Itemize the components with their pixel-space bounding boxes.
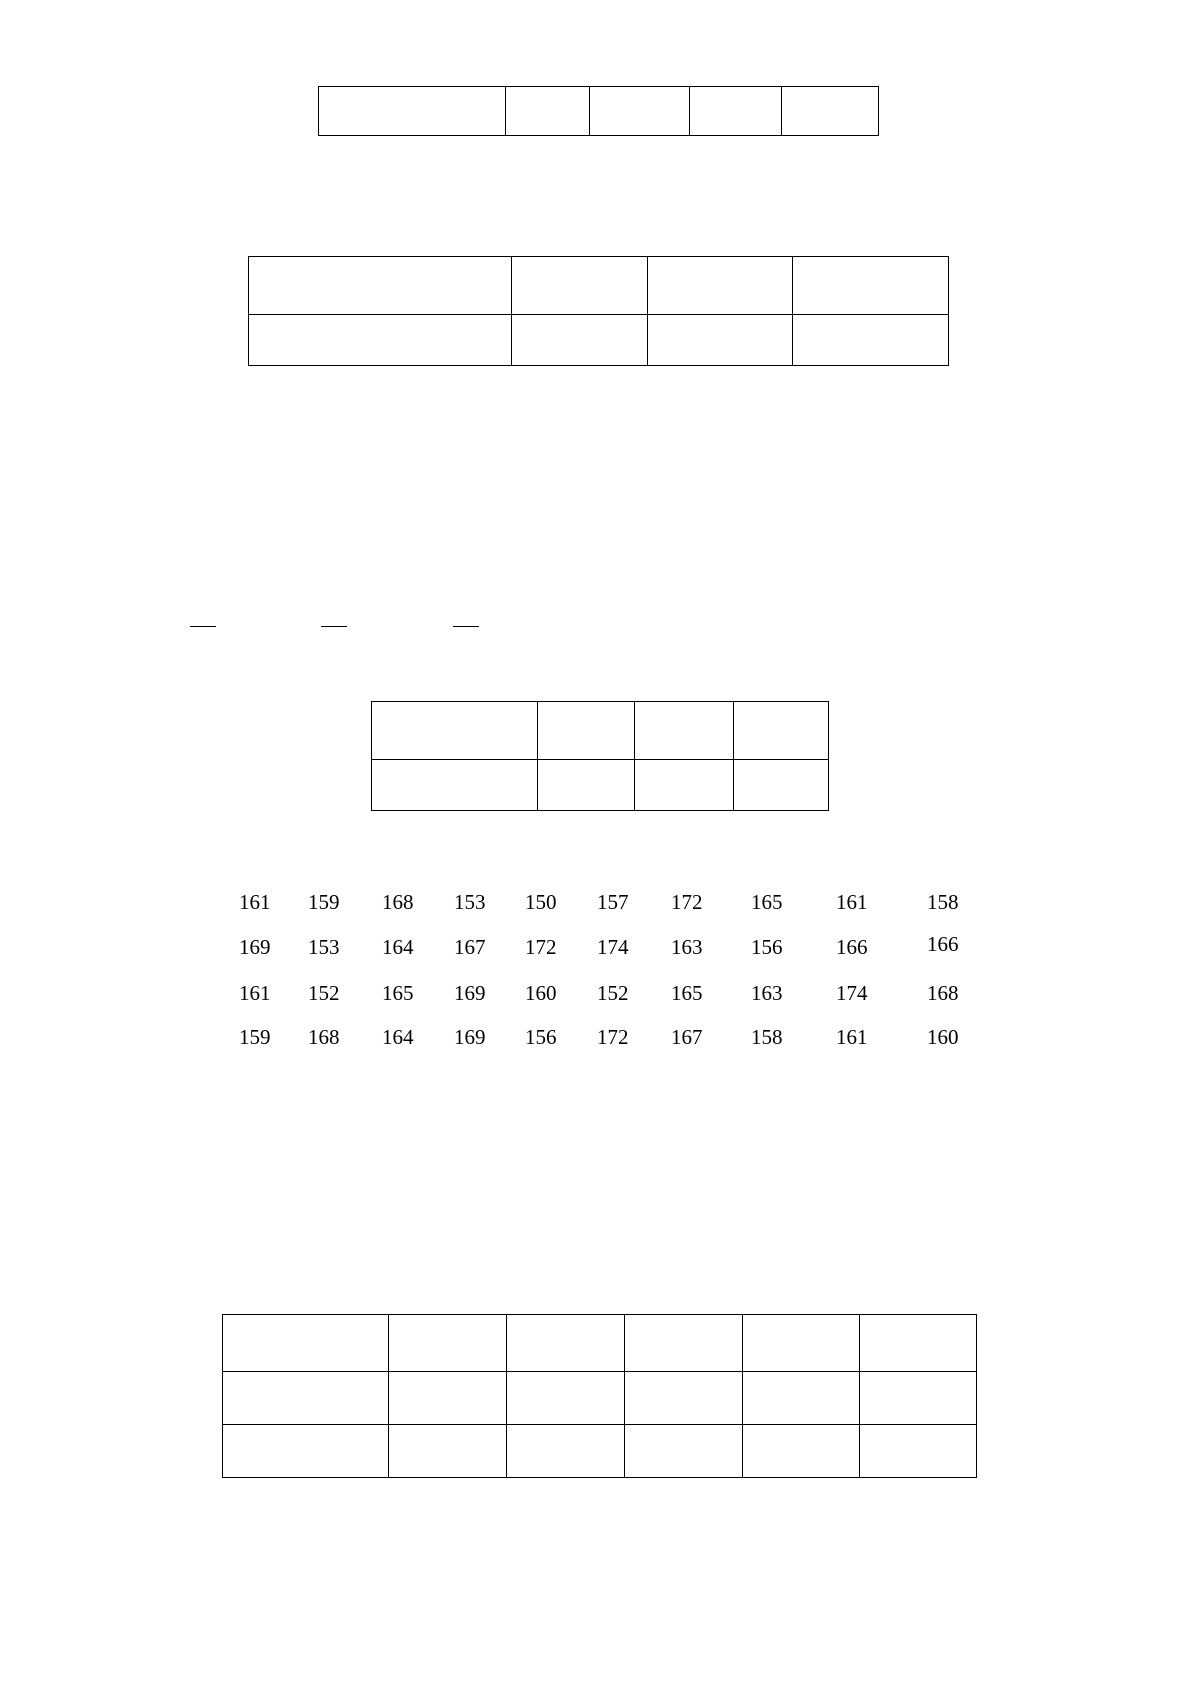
data-value: 168 [308,1025,340,1049]
data-value: 169 [454,981,486,1005]
empty-table-1 [318,86,879,136]
data-value: 168 [382,890,414,914]
data-value: 152 [597,981,629,1005]
empty-table-2 [248,256,949,366]
fraction-bar [190,626,216,627]
data-value: 167 [454,935,486,959]
empty-table-3 [371,701,829,811]
data-value: 161 [836,1025,868,1049]
table-cell [538,702,635,760]
table-cell [389,1425,507,1478]
data-value: 163 [751,981,783,1005]
data-value: 159 [239,1025,271,1049]
table-cell [223,1425,389,1478]
data-value: 167 [671,1025,703,1049]
data-value: 153 [454,890,486,914]
table-cell [734,702,829,760]
table-cell [635,760,734,811]
table-cell [860,1425,977,1478]
table-cell [690,87,782,136]
table-cell [389,1372,507,1425]
table-cell [389,1315,507,1372]
data-value: 163 [671,935,703,959]
data-value: 158 [751,1025,783,1049]
table-row [223,1315,977,1372]
data-value: 160 [927,1025,959,1049]
table-cell [782,87,879,136]
data-value: 153 [308,935,340,959]
table-cell [372,702,538,760]
fraction-bar [453,626,479,627]
data-value: 158 [927,890,959,914]
table-row [223,1425,977,1478]
data-value: 174 [597,935,629,959]
data-value: 165 [671,981,703,1005]
data-value: 156 [751,935,783,959]
table-row [372,760,829,811]
table-cell [743,1315,860,1372]
table-cell [648,315,793,366]
table-cell [506,87,590,136]
data-value: 159 [308,890,340,914]
table-cell [507,1372,625,1425]
table-cell [507,1425,625,1478]
table-cell [249,257,512,315]
table-cell [512,315,648,366]
table-cell [625,1315,743,1372]
table-row [223,1372,977,1425]
table-cell [590,87,690,136]
table-cell [372,760,538,811]
data-value: 169 [239,935,271,959]
table-cell [512,257,648,315]
data-value: 161 [239,981,271,1005]
table-cell [734,760,829,811]
data-value: 172 [671,890,703,914]
data-value: 172 [525,935,557,959]
data-value: 164 [382,1025,414,1049]
data-value: 166 [836,935,868,959]
table-cell [507,1315,625,1372]
table-row [249,257,949,315]
data-value: 157 [597,890,629,914]
table-cell [860,1372,977,1425]
table-row [319,87,879,136]
fraction-bar [321,626,347,627]
table-cell [249,315,512,366]
table-cell [538,760,635,811]
data-value: 160 [525,981,557,1005]
data-value: 174 [836,981,868,1005]
table-cell [860,1315,977,1372]
data-value: 164 [382,935,414,959]
data-value: 168 [927,981,959,1005]
table-cell [793,257,949,315]
data-value: 166 [927,932,959,956]
empty-table-4 [222,1314,977,1478]
data-value: 156 [525,1025,557,1049]
table-cell [635,702,734,760]
table-cell [743,1372,860,1425]
table-cell [223,1372,389,1425]
table-cell [319,87,506,136]
table-cell [743,1425,860,1478]
data-value: 161 [239,890,271,914]
data-value: 152 [308,981,340,1005]
table-row [372,702,829,760]
table-cell [648,257,793,315]
data-value: 165 [382,981,414,1005]
table-cell [223,1315,389,1372]
data-value: 172 [597,1025,629,1049]
data-value: 150 [525,890,557,914]
table-cell [625,1372,743,1425]
data-value: 165 [751,890,783,914]
data-value: 169 [454,1025,486,1049]
data-value: 161 [836,890,868,914]
table-row [249,315,949,366]
table-cell [793,315,949,366]
table-cell [625,1425,743,1478]
